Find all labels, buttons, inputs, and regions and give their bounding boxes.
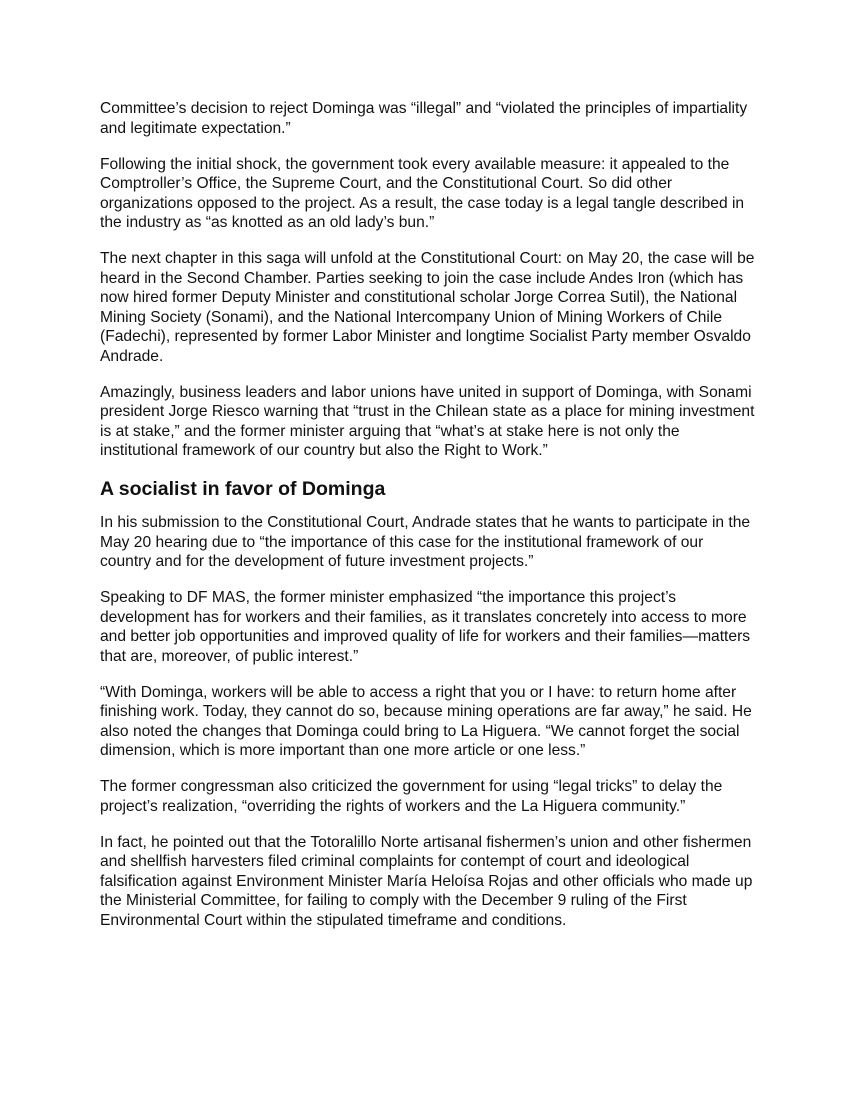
body-paragraph: Committee’s decision to reject Dominga was “illegal” and “violated the principles of impartiality and legitimate expectation.” [100,100,748,137]
body-paragraph: Following the initial shock, the government took every available measure: it appealed to the Comptroller’s Office, the Supreme Court, and the Constitutional Court. So did other organizations opposed to the project. As a result, the case today is a legal tangle described in the industry as “as knotted as an old lady’s bun.” [100,155,745,231]
document-page [100,99,755,947]
body-paragraph: Speaking to DF MAS, the former minister emphasized “the importance this project’s development has for workers and their families, as it translates concretely into access to more and better job opportunities and improved quality of life for workers and their families—matters that are, moreover, of public interest.” [100,589,751,665]
body-paragraph: In his submission to the Constitutional Court, Andrade states that he wants to participate in the May 20 hearing due to “the importance of this case for the institutional framework of our country and for the development of future investment projects.” [100,514,751,570]
section-heading: A socialist in favor of Dominga [100,478,386,500]
body-paragraph: The next chapter in this saga will unfold at the Constitutional Court: on May 20, the case will be heard in the Second Chamber. Parties seeking to join the case include Andes Iron (which has now hired former Deputy Minister and constitutional scholar Jorge Correa Sutil), the National Mining Society (Sonami), and the National Intercompany Union of Mining Workers of Chile (Fadechi), represented by former Labor Minister and longtime Socialist Party member Osvaldo Andrade. [100,250,755,365]
body-paragraph: The former congressman also criticized the government for using “legal tricks” to delay the project’s realization, “overriding the rights of workers and the La Higuera community.” [100,778,723,815]
body-paragraph: Amazingly, business leaders and labor unions have united in support of Dominga, with Sonami president Jorge Riesco warning that “trust in the Chilean state as a place for mining investment is at stake,” and the former minister arguing that “what’s at stake here is not only the institutional framework of our country but also the Right to Work.” [100,383,755,459]
body-paragraph: “With Dominga, workers will be able to access a right that you or I have: to return home after finishing work. Today, they cannot do so, because mining operations are far away,” he said. He also noted the changes that Dominga could bring to La Higuera. “We cannot forget the social dimension, which is more important than one more article or one less.” [100,683,752,759]
body-paragraph: In fact, he pointed out that the Totoralillo Norte artisanal fishermen’s union and other fishermen and shellfish harvesters filed criminal complaints for contempt of court and ideological falsification against Environment Minister María Heloísa Rojas and other officials who made up the Ministerial Committee, for failing to comply with the December 9 ruling of the First Environmental Court within the stipulated timeframe and conditions. [100,833,753,929]
